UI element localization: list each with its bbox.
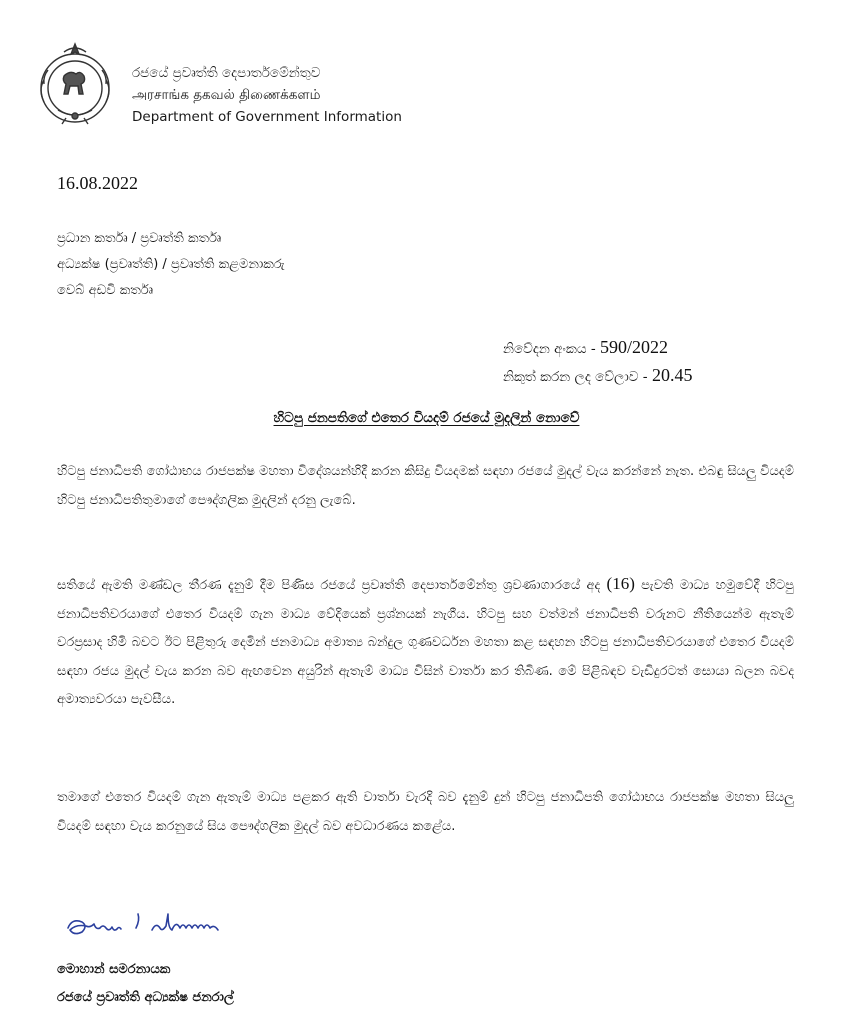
paragraph-1: හිටපු ජනාධිපති ගෝඨාභය රාජපක්ෂ මහතා විදේශයන්හිදී කරන කිසිදු වියදමක් සඳහා රජයේ මුදල් වැය කරන්නේ නැත. එබඳු සියලු වියදම් හිටපු ජනාධිපතිතුමාගේ පෞද්ගලික මුදලින් දරනු ලැබේ.	[57, 464, 794, 508]
sri-lanka-national-emblem-icon	[34, 40, 116, 130]
dept-name-tamil: அரசாங்க தகவல் திணைக்களம்	[132, 87, 321, 103]
signer-name: මොහාන් සමරනායක	[57, 962, 171, 977]
release-number-label: නිවේදන අංකය -	[503, 341, 600, 357]
handwritten-signature	[60, 906, 270, 956]
paragraph-3: තමාගේ එතෙර වියදම් ගැන ඇතැම් මාධ්‍ය පළකර ඇති වාර්තා වැරදි බව දැනුම් දුන් හිටපු ජනාධිපති ගෝඨාභය රාජපක්ෂ මහතා සියලු වියදම් සඳහා වැය කරනුයේ සිය පෞද්ගලික මුදල් බව අවධාරණය කළේය.	[57, 790, 794, 834]
dept-name-sinhala: රජයේ ප්‍රවෘත්ති දෙපාර්තමේන්තුව	[132, 65, 321, 81]
paragraph-2	[57, 570, 794, 715]
paragraph-2-part-a: සතියේ ඇමති මණ්ඩල තීරණ දැනුම් දීම පිණිස රජයේ ප්‍රවෘත්ති දෙපාර්තමේන්තු ශ්‍රවණාගාරයේ අද	[57, 578, 607, 593]
release-number-value: 590/2022	[599, 337, 668, 357]
recipient-line: ප්‍රධාන කර්තෘ / ප්‍රවෘත්ති කර්තෘ	[57, 231, 222, 246]
letter-date: 16.08.2022	[57, 173, 138, 193]
signer-block	[57, 956, 234, 1012]
recipient-line: අධ්‍යක්ෂ (ප්‍රවෘත්ති) / ප්‍රවෘත්ති කළමනාකරු	[57, 257, 285, 272]
recipients-block	[57, 226, 285, 304]
paragraph-2-part-b: පැවති මාධ්‍ය හමුවේදී හිටපු ජනාධිපතිවරයාගේ එතෙර වියදම් ගැන මාධ්‍ය වේදියෙක් ප්‍රශ්නයක් නැගීය. හිටපු සහ වත්මන් ජනාධිපති වරුනට නීතියෙන්ම ඇතැම් වරප්‍රසාද හිමි බවට ඊට පිළිතුරු දෙමින් ජනමාධ්‍ය අමාත්‍ය බන්දුල ගුණවර්ධන මහතා කළ සඳහන හිටපු ජනාධිපතිවරයාගේ එතෙර වියදම් සඳහා රජය මුදල් වැය කරන බව ඇඟවෙන අයුරින් ඇතැම් මාධ්‍ය විසින් වාර්තා කර තිබිණ. මේ පිළිබඳව වැඩිදුරටත් සොයා බලන බවද අමාත්‍යවරයා පැවසීය.	[57, 578, 794, 707]
signer-title: රජයේ ප්‍රවෘත්ති අධ්‍යක්ෂ ජනරාල්	[57, 990, 234, 1005]
release-time-row	[503, 362, 692, 390]
release-number-row	[503, 334, 692, 362]
release-time-label: නිකුත් කරන ලද වේලාව -	[503, 369, 652, 385]
press-release-heading	[0, 410, 853, 426]
heading-text: හිටපු ජනපතිගේ එතෙර වියදම් රජයේ මුදලින් නොවේ	[273, 410, 580, 426]
recipient-line: වෙබ් අඩවි කර්තෘ	[57, 283, 153, 298]
release-time-value: 20.45	[651, 365, 693, 385]
dept-name-english: Department of Government Information	[132, 109, 402, 125]
release-meta	[503, 334, 692, 390]
letterhead	[34, 40, 454, 130]
paragraph-2-date-number: (16)	[606, 574, 635, 593]
